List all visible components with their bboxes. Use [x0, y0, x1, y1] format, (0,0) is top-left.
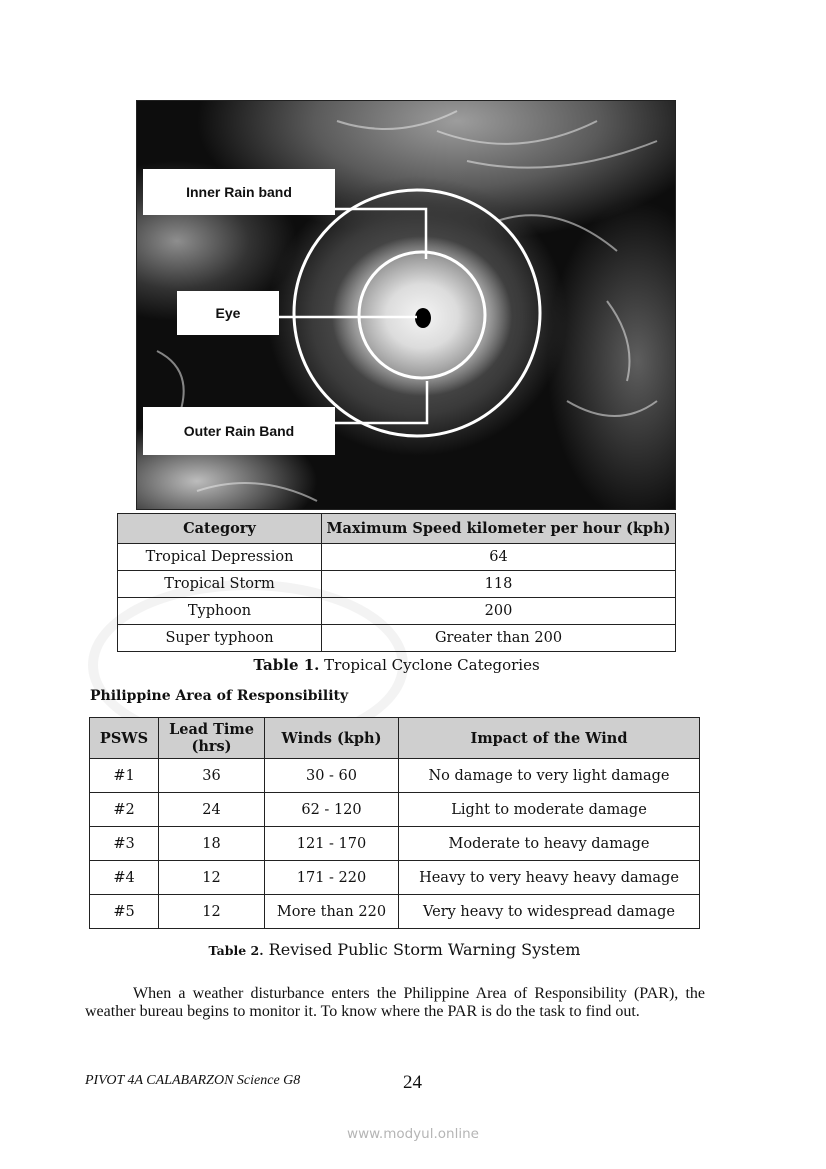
table2-caption	[89, 940, 700, 959]
table2-caption-label: Table 2.	[208, 943, 264, 958]
table-cell: Greater than 200	[322, 625, 676, 652]
table-cell: 64	[322, 544, 676, 571]
table-row	[118, 598, 676, 625]
table-row	[118, 544, 676, 571]
table-row	[90, 793, 700, 827]
table-cell: #4	[90, 861, 159, 895]
column-header: Lead Time (hrs)	[159, 718, 265, 759]
table-header-row	[118, 514, 676, 544]
table-cell: Tropical Depression	[118, 544, 322, 571]
table-cell: Typhoon	[118, 598, 322, 625]
table-header-row	[90, 718, 700, 759]
table-row	[90, 861, 700, 895]
table1-caption-text: Tropical Cyclone Categories	[319, 656, 540, 674]
table-cell: No damage to very light damage	[399, 759, 700, 793]
body-paragraph	[85, 985, 705, 1021]
column-header: Winds (kph)	[265, 718, 399, 759]
storm-warning-system-table	[89, 717, 700, 929]
table-cell: Tropical Storm	[118, 571, 322, 598]
outer-rain-band-label: Outer Rain Band	[143, 407, 335, 455]
table-cell: Heavy to very heavy heavy damage	[399, 861, 700, 895]
column-header: Category	[118, 514, 322, 544]
table-cell: 12	[159, 861, 265, 895]
footer-title: PIVOT 4A CALABARZON Science G8	[85, 1073, 301, 1088]
table-row	[118, 625, 676, 652]
table-cell: #3	[90, 827, 159, 861]
table-cell: 171 - 220	[265, 861, 399, 895]
table-cell: #2	[90, 793, 159, 827]
column-header: Impact of the Wind	[399, 718, 700, 759]
table2-caption-text: Revised Public Storm Warning System	[263, 940, 581, 959]
table-cell: 200	[322, 598, 676, 625]
table-cell: Very heavy to widespread damage	[399, 895, 700, 929]
typhoon-satellite-image	[136, 100, 676, 510]
table-cell: Moderate to heavy damage	[399, 827, 700, 861]
table-cell: 118	[322, 571, 676, 598]
table-cell: 30 - 60	[265, 759, 399, 793]
table-cell: #5	[90, 895, 159, 929]
table-cell: 62 - 120	[265, 793, 399, 827]
eye-label: Eye	[177, 291, 279, 335]
table-cell: More than 220	[265, 895, 399, 929]
body-paragraph-text: When a weather disturbance enters the Philippine Area of Responsibility (PAR), the weather bureau begins to monitor it. To know where the PAR is do the task to find out.	[85, 985, 705, 1020]
table-cell: 121 - 170	[265, 827, 399, 861]
column-header: Maximum Speed kilometer per hour (kph)	[322, 514, 676, 544]
page-number: 24	[403, 1072, 422, 1093]
table-cell: 36	[159, 759, 265, 793]
table1-caption-label: Table 1.	[253, 656, 320, 674]
section-heading: Philippine Area of Responsibility	[90, 688, 349, 704]
table-cell: 24	[159, 793, 265, 827]
table-cell: Super typhoon	[118, 625, 322, 652]
site-watermark: www.modyul.online	[347, 1126, 479, 1142]
column-header: PSWS	[90, 718, 159, 759]
table-row	[90, 895, 700, 929]
table-cell: 12	[159, 895, 265, 929]
inner-rain-band-label: Inner Rain band	[143, 169, 335, 215]
eye-dot	[415, 308, 431, 328]
table1-caption	[117, 656, 676, 674]
table-cell: Light to moderate damage	[399, 793, 700, 827]
table-row	[118, 571, 676, 598]
tropical-cyclone-categories-table	[117, 513, 676, 652]
table-cell: #1	[90, 759, 159, 793]
table-cell: 18	[159, 827, 265, 861]
table-row	[90, 759, 700, 793]
table-row	[90, 827, 700, 861]
